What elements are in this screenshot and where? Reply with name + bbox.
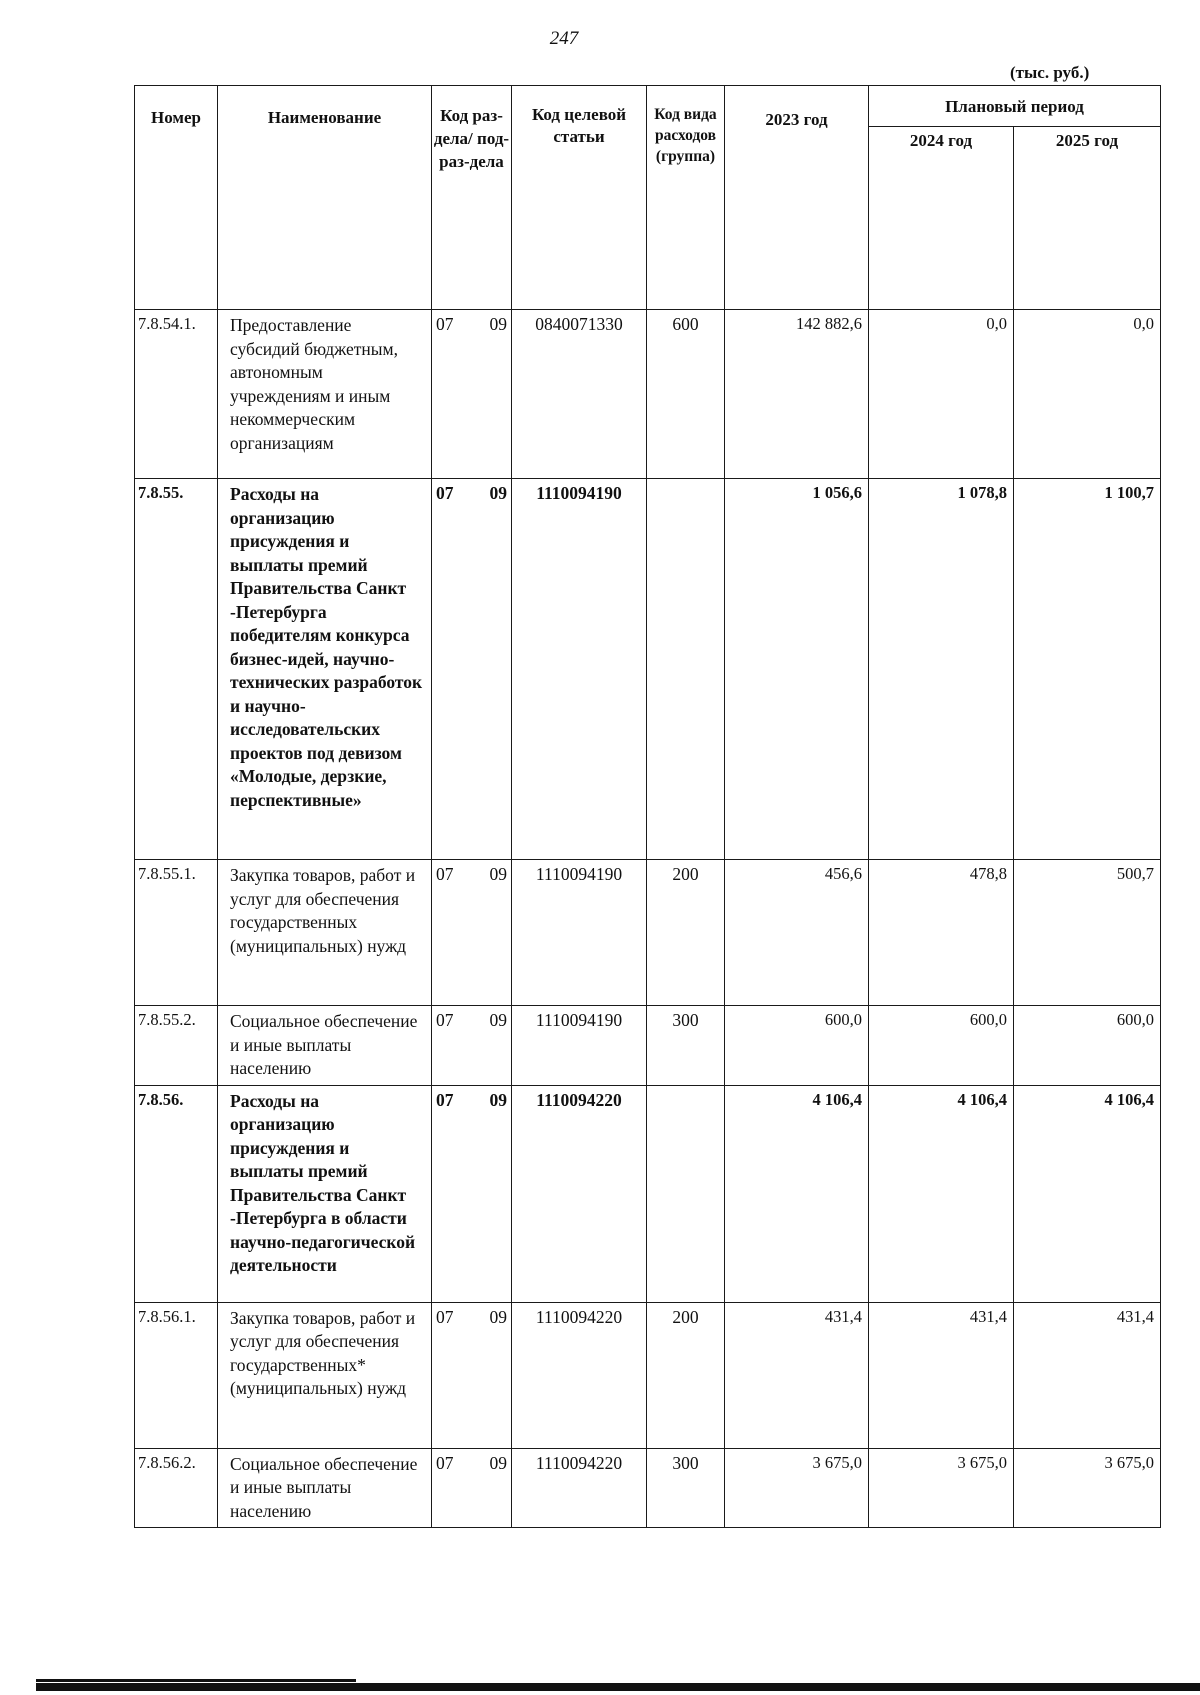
- row-number: 7.8.56.: [135, 1085, 218, 1302]
- row-subsection-code: 09: [489, 483, 507, 503]
- row-section: [432, 1085, 512, 1302]
- table-row: [135, 1448, 1161, 1528]
- row-section-code: 07: [436, 1452, 454, 1473]
- row-section: [432, 479, 512, 860]
- row-expense-kind: 600: [647, 310, 725, 479]
- row-expense-kind: [647, 479, 725, 860]
- row-section-code: 07: [436, 1010, 454, 1030]
- row-subsection-code: 09: [489, 1089, 507, 1110]
- row-number: 7.8.55.: [135, 479, 218, 860]
- table-row: [135, 310, 1161, 479]
- row-subsection-code: 09: [489, 1452, 507, 1473]
- row-2025: 600,0: [1014, 1006, 1161, 1086]
- row-subsection-code: 09: [489, 314, 507, 334]
- row-target-code: 1110094190: [512, 860, 647, 1006]
- row-2025: 1 100,7: [1014, 479, 1161, 860]
- row-2023: 142 882,6: [725, 310, 869, 479]
- row-section-code: 07: [436, 1306, 454, 1327]
- header-planning-period: Плановый период: [869, 86, 1161, 127]
- table-row: [135, 1006, 1161, 1086]
- header-2025: 2025 год: [1014, 127, 1161, 310]
- row-section: [432, 1302, 512, 1448]
- row-name: Расходы на организацию присуждения и выплаты премий Правительства Санкт -Петербурга победителям конкурса бизнес-идей, научно-технических разработок и научно-исследовательских проектов под девизом «Молодые, дерзкие, перспективные»: [218, 479, 432, 860]
- row-2024: 4 106,4: [869, 1085, 1014, 1302]
- row-2023: 4 106,4: [725, 1085, 869, 1302]
- row-target-code: 1110094190: [512, 1006, 647, 1086]
- row-2025: 0,0: [1014, 310, 1161, 479]
- header-name: Наименование: [218, 86, 432, 310]
- units-label: (тыс. руб.): [1010, 63, 1090, 82]
- row-number: 7.8.54.1.: [135, 310, 218, 479]
- row-target-code: 1110094190: [512, 479, 647, 860]
- row-2023: 600,0: [725, 1006, 869, 1086]
- row-expense-kind: 200: [647, 860, 725, 1006]
- row-2024: 600,0: [869, 1006, 1014, 1086]
- row-2024: 1 078,8: [869, 479, 1014, 860]
- row-target-code: 1110094220: [512, 1085, 647, 1302]
- table-row: [135, 1302, 1161, 1448]
- row-2025: 4 106,4: [1014, 1085, 1161, 1302]
- row-expense-kind: 300: [647, 1006, 725, 1086]
- header-number: Номер: [135, 86, 218, 310]
- row-number: 7.8.55.1.: [135, 860, 218, 1006]
- header-expense-kind: Код вида расходов (группа): [647, 86, 725, 310]
- table-row: [135, 1085, 1161, 1302]
- row-section-code: 07: [436, 314, 454, 334]
- row-number: 7.8.56.2.: [135, 1448, 218, 1528]
- table-body: [135, 310, 1161, 1528]
- row-2024: 431,4: [869, 1302, 1014, 1448]
- row-2024: 0,0: [869, 310, 1014, 479]
- row-target-code: 1110094220: [512, 1448, 647, 1528]
- row-2023: 456,6: [725, 860, 869, 1006]
- row-subsection-code: 09: [489, 864, 507, 884]
- row-name: Закупка товаров, работ и услуг для обеспечения государственных* (муниципальных) нужд: [218, 1302, 432, 1448]
- row-name: Предоставление субсидий бюджетным, автономным учреждениям и иным некоммерческим организациям: [218, 310, 432, 479]
- row-subsection-code: 09: [489, 1306, 507, 1327]
- row-2023: 3 675,0: [725, 1448, 869, 1528]
- row-2025: 500,7: [1014, 860, 1161, 1006]
- header-section-code: Код раз-дела/ под-раз-дела: [432, 86, 512, 310]
- page-number: 247: [549, 28, 579, 49]
- table-header: [135, 86, 1161, 310]
- row-2023: 1 056,6: [725, 479, 869, 860]
- row-expense-kind: 300: [647, 1448, 725, 1528]
- row-section: [432, 310, 512, 479]
- row-target-code: 0840071330: [512, 310, 647, 479]
- row-section-code: 07: [436, 1089, 454, 1110]
- row-2024: 3 675,0: [869, 1448, 1014, 1528]
- row-2023: 431,4: [725, 1302, 869, 1448]
- row-2024: 478,8: [869, 860, 1014, 1006]
- row-subsection-code: 09: [489, 1010, 507, 1030]
- table-row: [135, 479, 1161, 860]
- header-2023: 2023 год: [725, 86, 869, 310]
- row-number: 7.8.55.2.: [135, 1006, 218, 1086]
- row-number: 7.8.56.1.: [135, 1302, 218, 1448]
- row-section: [432, 860, 512, 1006]
- row-2025: 431,4: [1014, 1302, 1161, 1448]
- row-expense-kind: 200: [647, 1302, 725, 1448]
- footer-rule-thin: [36, 1679, 356, 1682]
- row-name: Расходы на организацию присуждения и выплаты премий Правительства Санкт -Петербурга в области научно-педагогической деятельности: [218, 1085, 432, 1302]
- footer-rule: [36, 1683, 1200, 1691]
- row-target-code: 1110094220: [512, 1302, 647, 1448]
- row-section-code: 07: [436, 864, 454, 884]
- row-name: Социальное обеспечение и иные выплаты населению: [218, 1448, 432, 1528]
- row-name: Социальное обеспечение и иные выплаты населению: [218, 1006, 432, 1086]
- row-expense-kind: [647, 1085, 725, 1302]
- row-section: [432, 1006, 512, 1086]
- row-section: [432, 1448, 512, 1528]
- row-2025: 3 675,0: [1014, 1448, 1161, 1528]
- header-target-code: Код целевой статьи: [512, 86, 647, 310]
- row-section-code: 07: [436, 483, 454, 503]
- header-2024: 2024 год: [869, 127, 1014, 310]
- table-row: [135, 860, 1161, 1006]
- budget-table: [134, 85, 1161, 1528]
- row-name: Закупка товаров, работ и услуг для обеспечения государственных (муниципальных) нужд: [218, 860, 432, 1006]
